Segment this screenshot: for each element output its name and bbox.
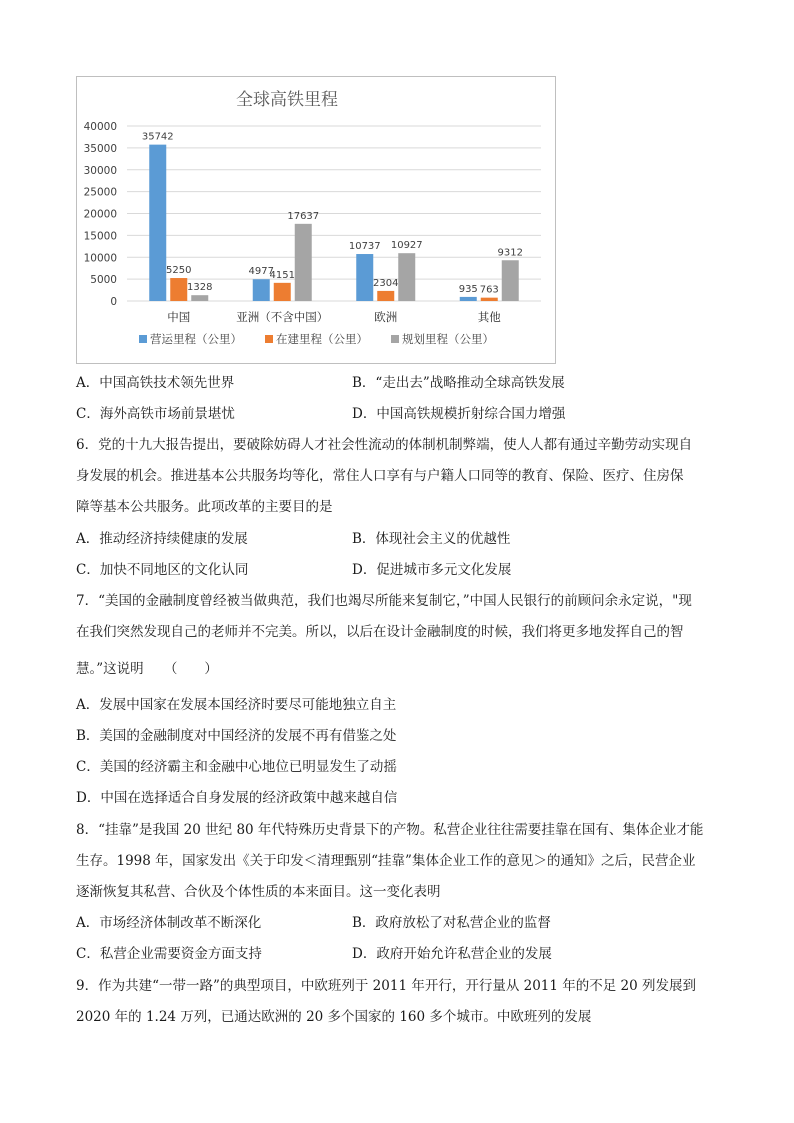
data-label: 1328 (187, 282, 213, 294)
legend-swatch (265, 335, 273, 343)
q8-option-b: B．政府放松了对私营企业的监督 (352, 915, 551, 931)
y-tick-label: 0 (110, 296, 117, 308)
q9-stem-line1: 9．作为共建“一带一路”的典型项目，中欧班列于 2011 年开行，开行量从 2011 年的不足 20 列发展到 (76, 978, 697, 994)
labels-layer (142, 132, 523, 324)
q6-stem-line1: 6．党的十九大报告提出，要破除妨碍人才社会性流动的体制机制弊端，使人人都有通过辛勤劳动实现自 (76, 437, 693, 453)
y-tick-label: 15000 (83, 230, 117, 243)
q5-option-a: A．中国高铁技术领先世界 (76, 375, 235, 391)
q9-stem-line2: 2020 年的 1.24 万列，已通达欧洲的 20 多个国家的 160 多个城市。中欧班列的发展 (76, 1009, 592, 1025)
q6-option-d: D．促进城市多元文化发展 (352, 562, 512, 578)
bar (356, 254, 373, 301)
q7-option-d: D．中国在选择适合自身发展的经济政策中越来越自信 (76, 790, 398, 806)
q5-option-b: B．“走出去”战略推动全球高铁发展 (352, 375, 565, 391)
bar-chart (76, 76, 556, 364)
bar (398, 253, 415, 301)
bar (377, 291, 394, 301)
q7-stem-line2: 在我们突然发现自己的老师并不完美。所以，以后在设计金融制度的时候，我们将更多地发挥自己的智 (76, 624, 684, 640)
legend-label: 在建里程（公里） (276, 332, 368, 346)
q6-stem-line2: 身发展的机会。推进基本公共服务均等化，常住人口享有与户籍人口同等的教育、保险、医疗、住房保 (76, 468, 684, 484)
q6-option-a: A．推动经济持续健康的发展 (76, 531, 248, 547)
data-label: 10737 (348, 241, 381, 253)
bar (149, 145, 166, 301)
data-label: 4151 (269, 269, 295, 281)
data-label: 35742 (141, 131, 174, 143)
q8-option-a: A．市场经济体制改革不断深化 (76, 915, 262, 931)
y-tick-label: 35000 (83, 142, 117, 155)
q7-option-a: A．发展中国家在发展本国经济时要尽可能地独立自主 (76, 697, 397, 713)
q8-stem-line2: 生存。1998 年，国家发出《关于印发＜清理甄别“挂靠”集体企业工作的意见＞的通知》之后，民营企业 (76, 853, 696, 869)
y-tick-label: 10000 (83, 252, 117, 265)
category-label: 欧洲 (374, 310, 398, 324)
data-label: 763 (479, 284, 499, 296)
bar (502, 260, 519, 301)
q6-option-c: C．加快不同地区的文化认同 (76, 562, 249, 578)
data-label: 935 (458, 283, 478, 295)
legend-layer (139, 332, 494, 346)
bar (253, 279, 270, 301)
q8-stem-line1: 8．“挂靠”是我国 20 世纪 80 年代特殊历史背景下的产物。私营企业往往需要挂靠在国有、集体企业才能 (76, 822, 704, 838)
data-label: 5250 (166, 265, 192, 277)
legend-label: 营运里程（公里） (150, 332, 242, 346)
category-label: 亚洲（不含中国） (236, 310, 329, 324)
category-label: 其他 (477, 310, 501, 324)
y-tick-label: 5000 (90, 274, 117, 287)
data-label: 9312 (497, 247, 523, 259)
bar (481, 298, 498, 301)
q8-option-d: D．政府开始允许私营企业的发展 (352, 946, 552, 962)
legend-swatch (391, 335, 399, 343)
data-label: 10927 (390, 240, 423, 252)
q7-option-b: B．美国的金融制度对中国经济的发展不再有借鉴之处 (76, 728, 397, 744)
data-label: 2304 (373, 277, 399, 289)
y-tick-label: 25000 (83, 186, 117, 199)
q8-stem-line3: 逐渐恢复其私营、合伙及个体性质的本来面目。这一变化表明 (76, 884, 441, 900)
bar (295, 224, 312, 301)
bar (170, 278, 187, 301)
bar (460, 297, 477, 301)
q5-option-c: C．海外高铁市场前景堪忧 (76, 406, 235, 422)
bars-layer (149, 145, 519, 301)
q7-option-c: C．美国的经济霸主和金融中心地位已明显发生了动摇 (76, 759, 397, 775)
y-tick-label: 30000 (83, 164, 117, 177)
chart-svg (77, 77, 555, 363)
category-label: 中国 (167, 310, 191, 324)
chart-title: 全球高铁里程 (236, 90, 338, 110)
q6-stem-line3: 障等基本公共服务。此项改革的主要目的是 (76, 499, 333, 515)
q8-option-c: C．私营企业需要资金方面支持 (76, 946, 262, 962)
y-tick-label: 20000 (83, 208, 117, 221)
q6-option-b: B．体现社会主义的优越性 (352, 531, 511, 547)
bar (274, 283, 291, 301)
y-tick-label: 40000 (83, 121, 117, 133)
q7-stem-line3: 慧。”这说明 （ ） (76, 661, 218, 677)
data-label: 4977 (248, 266, 274, 278)
legend-swatch (139, 335, 147, 343)
q7-stem-line1: 7．“美国的金融制度曾经被当做典范，我们也竭尽所能来复制它，”中国人民银行的前顾问余永定说，"现 (76, 593, 692, 609)
bar (191, 295, 208, 301)
q5-option-d: D．中国高铁规模折射综合国力增强 (352, 406, 566, 422)
data-label: 17637 (287, 210, 320, 222)
legend-label: 规划里程（公里） (402, 332, 494, 346)
